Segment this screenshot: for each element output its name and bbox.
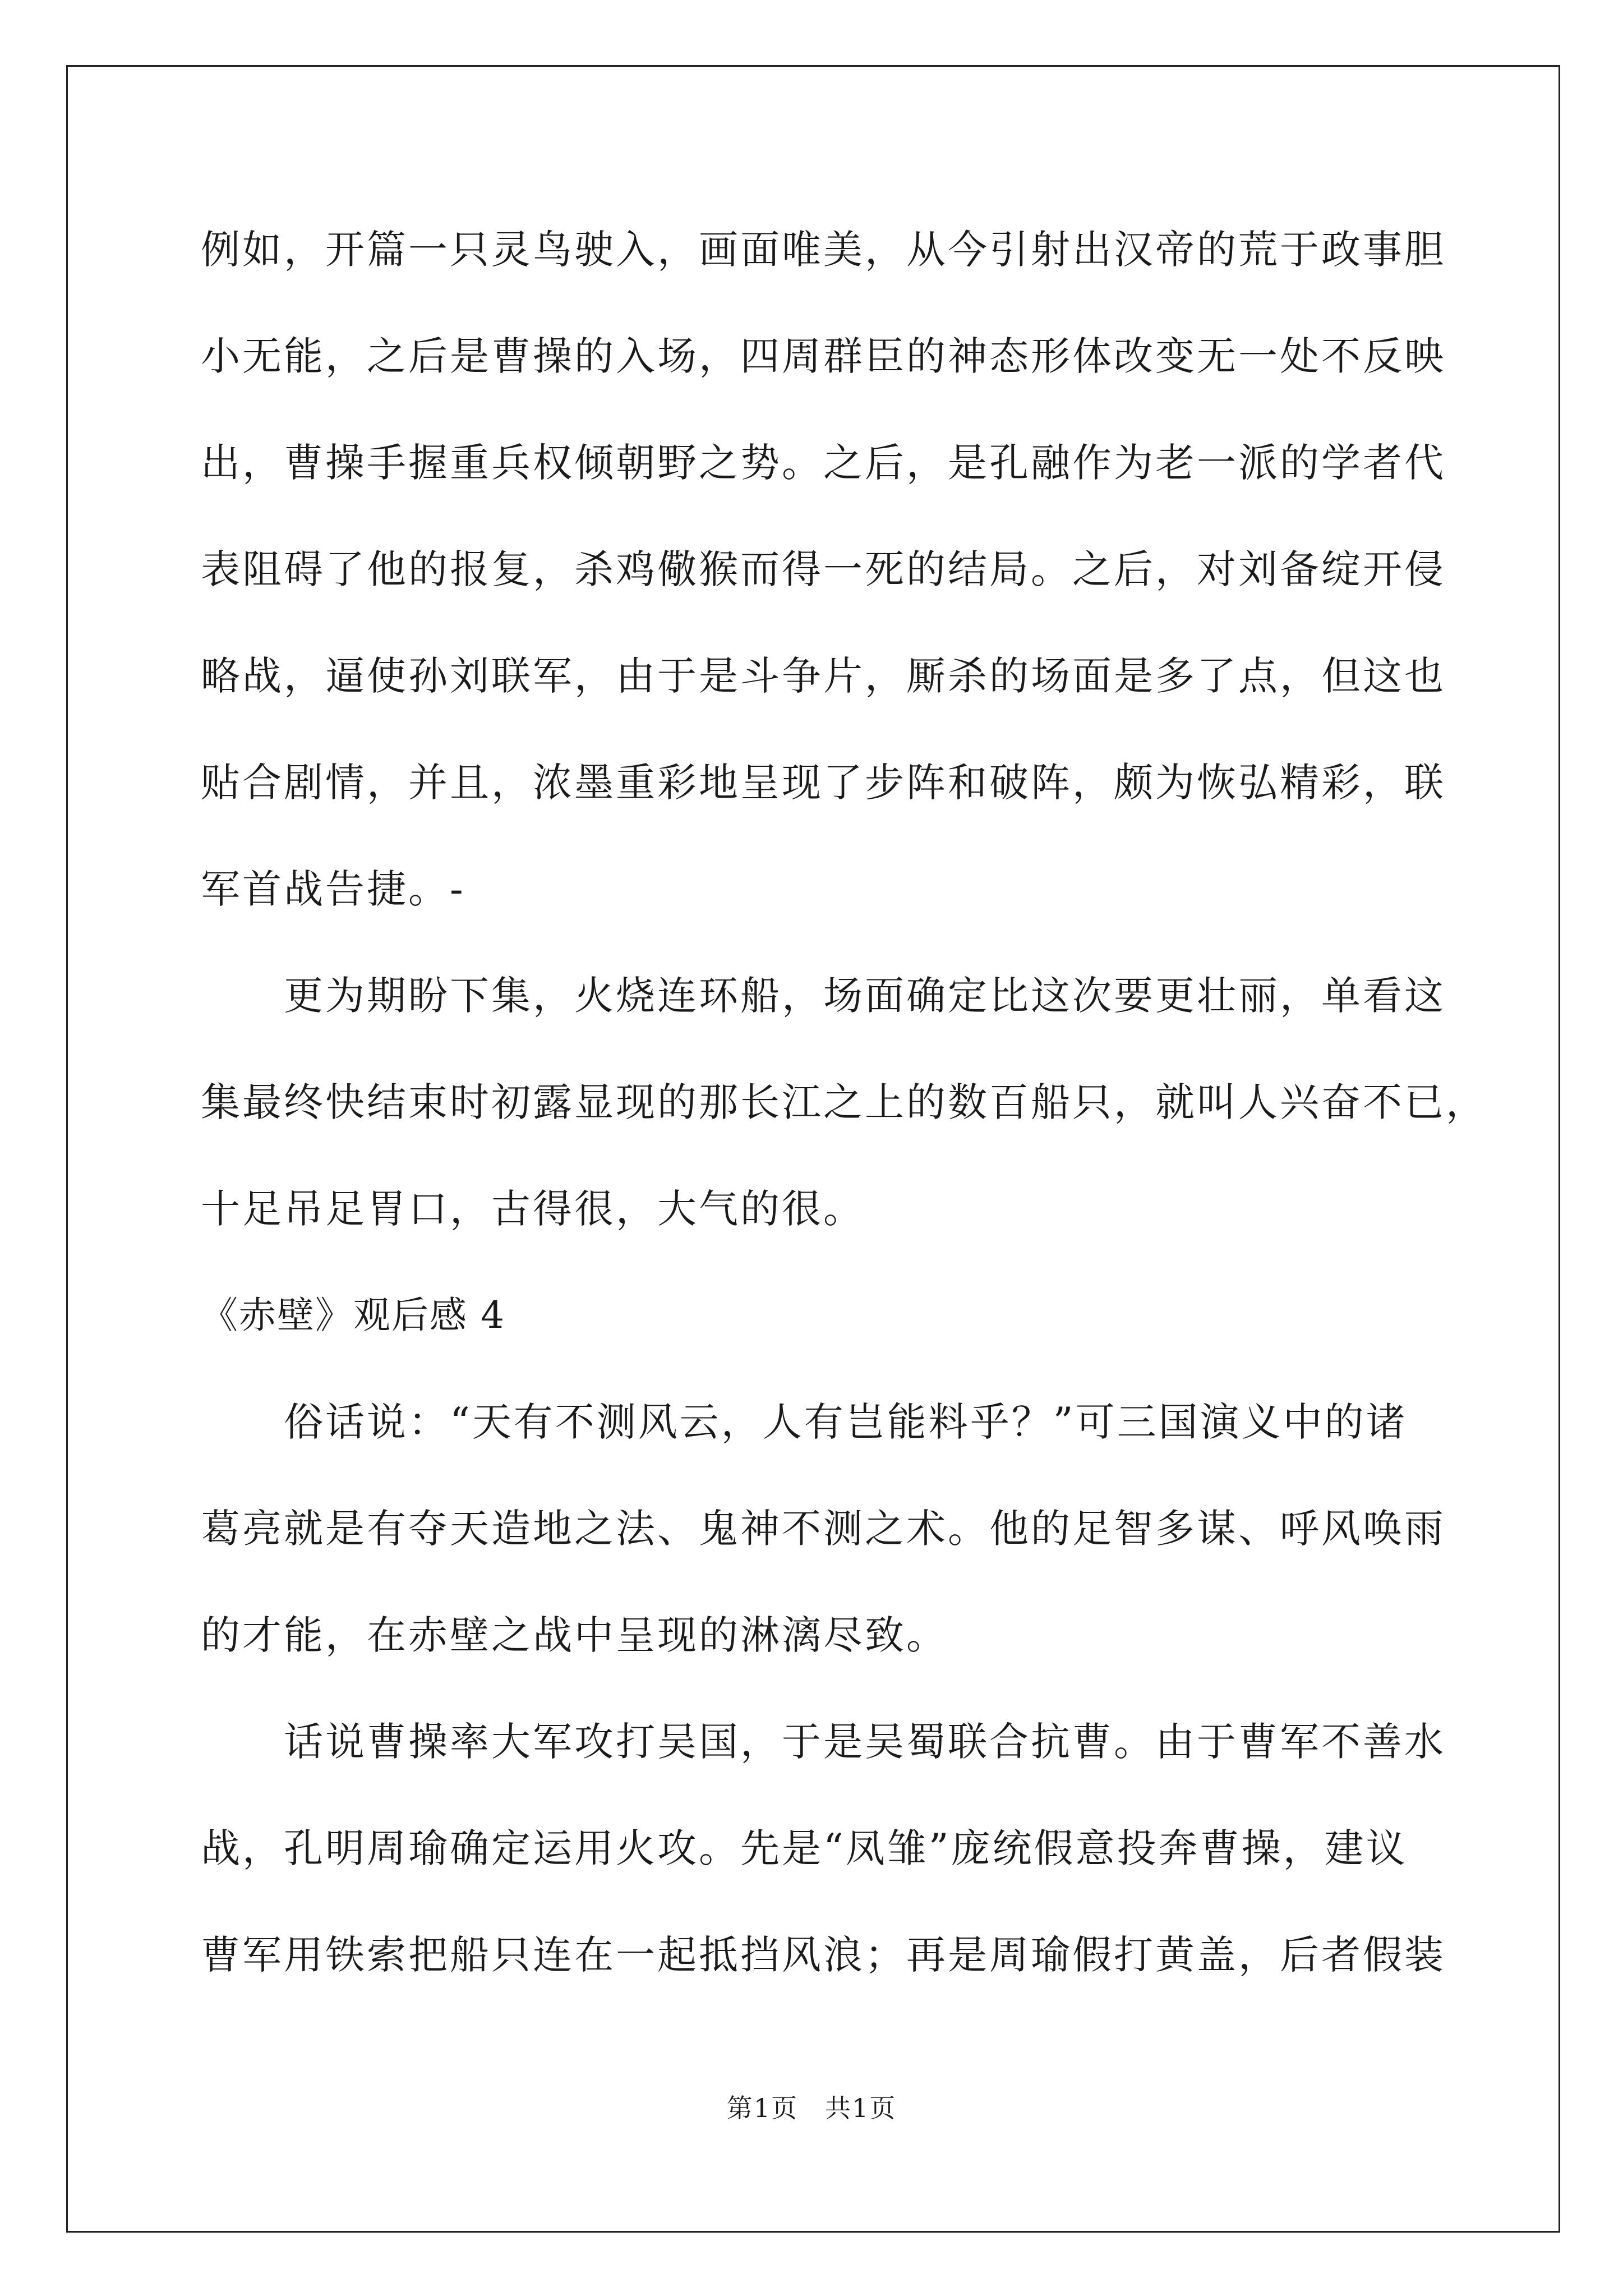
text-line: 话说曹操率大军攻打吴国，于是吴蜀联合抗曹。由于曹军不善水 [201,1719,1446,1765]
page-border [66,65,1560,2233]
text-line: 贴合剧情，并且，浓墨重彩地呈现了步阵和破阵，颇为恢弘精彩，联 [201,760,1446,806]
text-line: 俗话说：“天有不测风云，人有岂能料乎？”可三国演义中的诸 [201,1399,1408,1445]
page-footer: 第1页 共1页 [726,2093,897,2123]
text-line: 更为期盼下集，火烧连环船，场面确定比这次要更壮丽，单看这 [201,973,1446,1019]
text-line: 集最终快结束时初露显现的那长江之上的数百船只，就叫人兴奋不已， [201,1079,1487,1125]
text-line: 的才能，在赤壁之战中呈现的淋漓尽致。 [201,1612,948,1658]
text-line: 略战，逼使孙刘联军，由于是斗争片，厮杀的场面是多了点，但这也 [201,653,1446,699]
text-line: 曹军用铁索把船只连在一起抵挡风浪；再是周瑜假打黄盖，后者假装 [201,1932,1446,1978]
text-line: 军首战告捷。- [201,866,465,912]
section-heading: 《赤壁》观后感 4 [201,1294,505,1337]
text-line: 出，曹操手握重兵权倾朝野之势。之后，是孔融作为老一派的学者代 [201,440,1446,486]
text-line: 小无能，之后是曹操的入场，四周群臣的神态形体改变无一处不反映 [201,333,1446,379]
text-line: 十足吊足胃口，古得很，大气的很。 [201,1186,865,1232]
text-line: 战，孔明周瑜确定运用火攻。先是“凤雏”庞统假意投奔曹操，建议 [201,1825,1408,1871]
text-line: 例如，开篇一只灵鸟驶入，画面唯美，从今引射出汉帝的荒于政事胆 [201,227,1446,273]
text-line: 葛亮就是有夺天造地之法、鬼神不测之术。他的足智多谋、呼风唤雨 [201,1506,1446,1552]
text-line: 表阻碍了他的报复，杀鸡儆猴而得一死的结局。之后，对刘备绽开侵 [201,546,1446,592]
